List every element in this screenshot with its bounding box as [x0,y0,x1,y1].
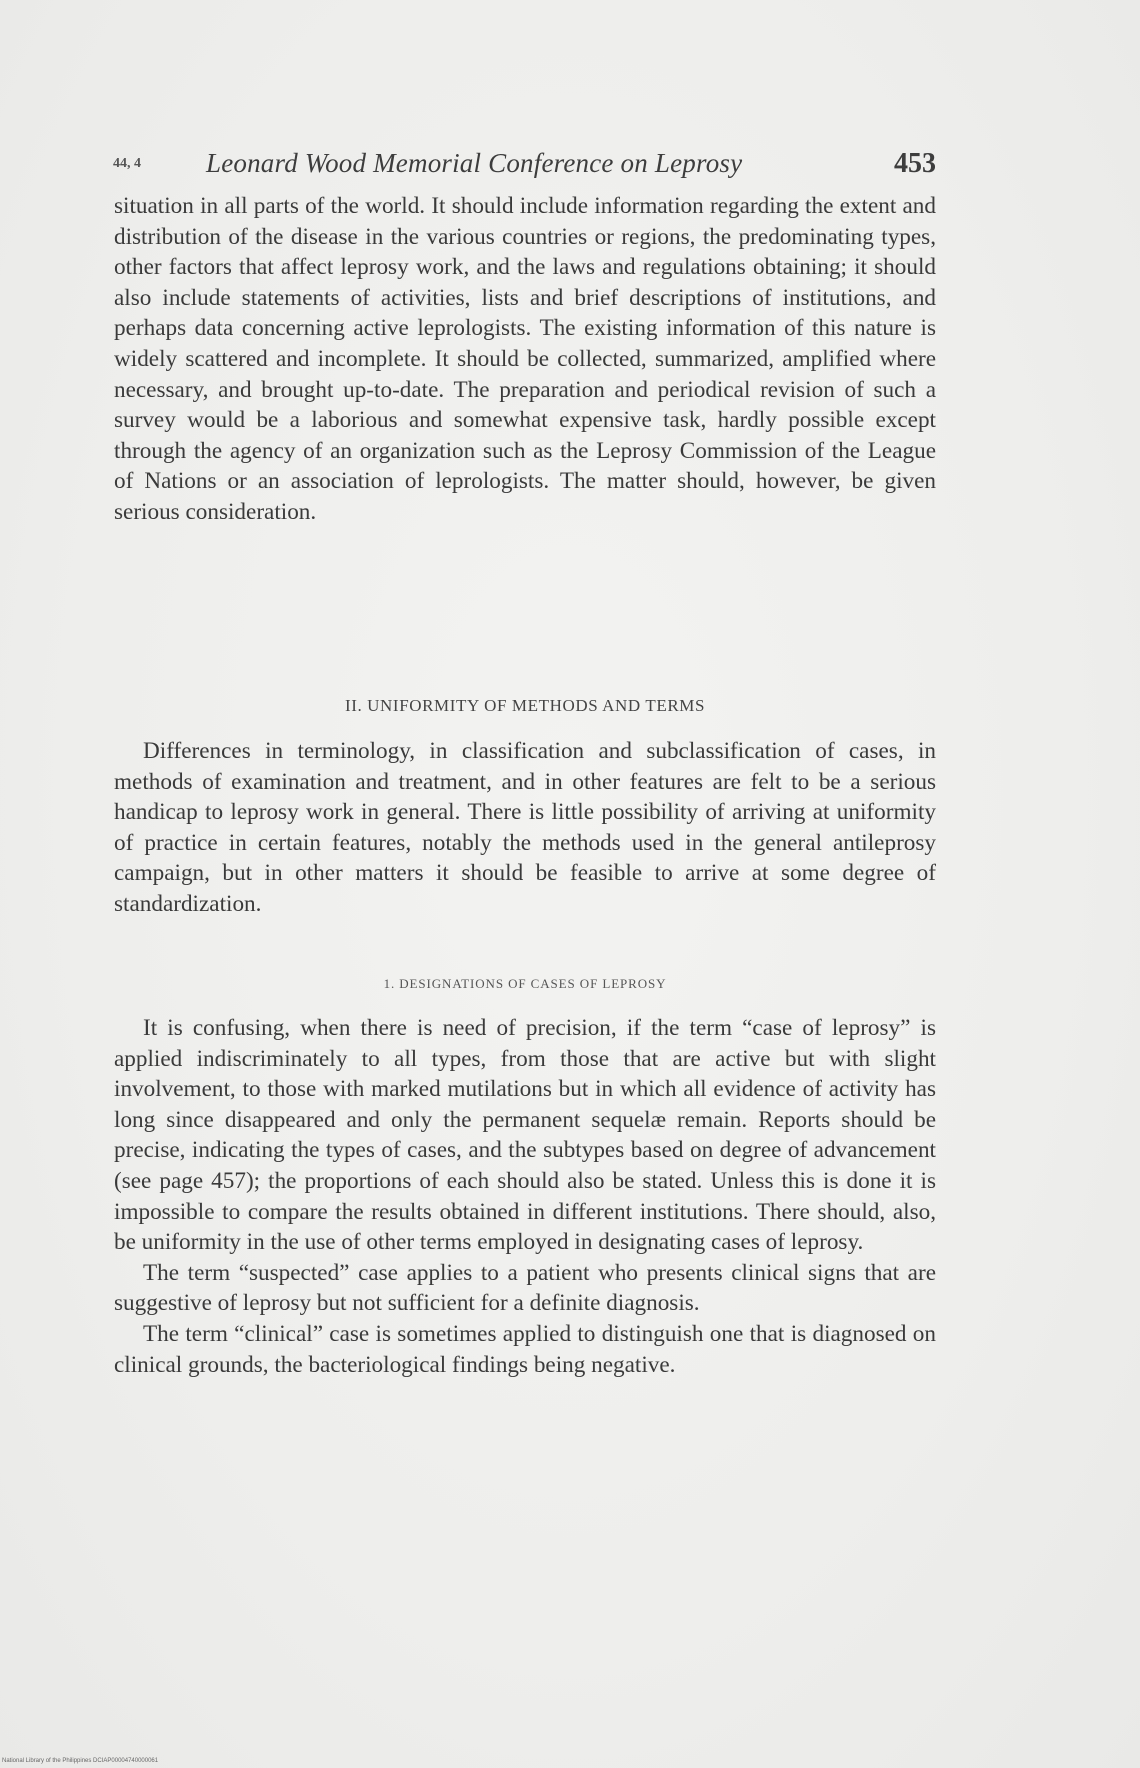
running-title: Leonard Wood Memorial Conference on Leprosy [206,148,743,178]
subsection-1-block [114,1013,936,1380]
subsection-heading-designations: 1. DESIGNATIONS OF CASES OF LEPROSY [383,976,667,991]
designations-paragraph: It is confusing, when there is need of precision, if the term “case of leprosy” is applied indiscriminately to all types, from those that are active but with slight involvement, to those with marked mutilations but in which all evidence of activity has long since disappeared and only the permanent sequelæ remain. Reports should be precise, indicating the types of cases, and the subtypes based on degree of advancement (see page 457); the proportions of each should also be stated. Unless this is done it is impossible to compare the results obtained in different institutions. There should, also, be uniformity in the use of other terms employed in designating cases of leprosy. [114,1015,936,1256]
volume-issue-mark: 44, 4 [113,156,141,171]
archive-credit: National Library of the Philippines DCIAP00004740000061 [2,1758,159,1764]
page-header [113,148,936,188]
intro-block [114,191,936,528]
section-2-block [114,736,936,920]
clinical-case-paragraph: The term “clinical” case is sometimes applied to distinguish one that is diagnosed on clinical grounds, the bacteriological findings being negative. [114,1320,936,1378]
suspected-case-paragraph: The term “suspected” case applies to a patient who presents clinical signs that are suggestive of leprosy but not sufficient for a definite diagnosis. [114,1259,936,1317]
section-2-paragraph: Differences in terminology, in classification and subclassification of cases, in methods of examination and treatment, and in other features are felt to be a serious handicap to leprosy work in general. There is little possibility of arriving at uniformity of practice in certain features, notably the methods used in the general antileprosy campaign, but in other matters it should be feasible to arrive at some degree of standardization. [114,738,936,917]
page-number: 453 [894,148,936,179]
intro-paragraph: situation in all parts of the world. It should include information regarding the extent and distribution of the disease in the various countries or regions, the predominating types, other factors that affect leprosy work, and the laws and regulations obtaining; it should also include statements of activities, lists and brief descriptions of institutions, and perhaps data concerning active leprologists. The existing information of this nature is widely scattered and incomplete. It should be collected, summarized, amplified where necessary, and brought up-to-date. The preparation and periodical revision of such a survey would be a laborious and somewhat expensive task, hardly possible except through the agency of an organization such as the Leprosy Commission of the League of Nations or an association of leprologists. The matter should, however, be given serious consideration. [114,193,936,525]
section-heading-uniformity: II. UNIFORMITY OF METHODS AND TERMS [344,696,706,715]
